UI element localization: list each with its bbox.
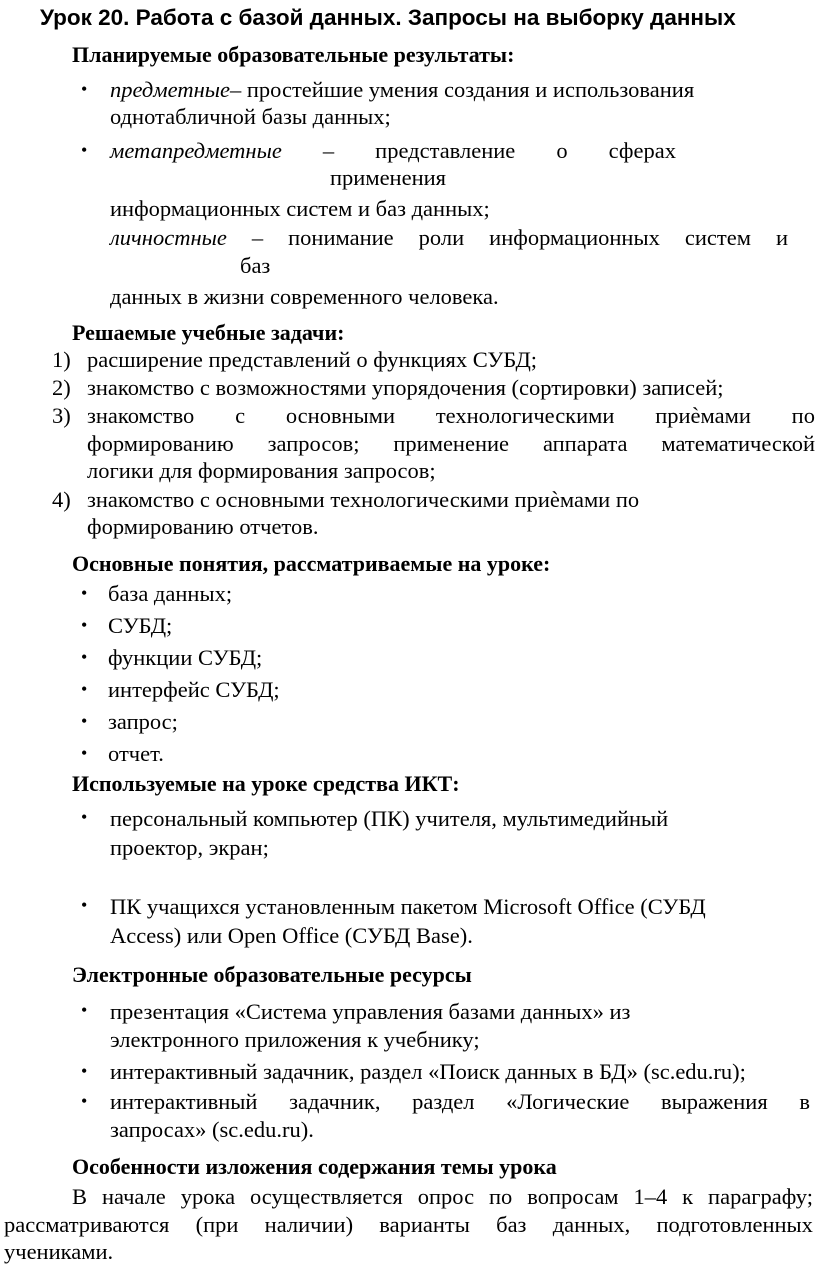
- list-item: база данных;: [108, 581, 233, 606]
- bullet-icon: •: [81, 895, 88, 915]
- list-item: запрос;: [108, 709, 178, 734]
- list-item-continuation: логики для формирования запросов;: [87, 458, 436, 483]
- list-item-continuation: электронного приложения к учебнику;: [110, 1027, 480, 1052]
- section-heading-planned: Планируемые образовательные результаты:: [72, 42, 515, 67]
- list-item-continuation: формированию отчетов.: [87, 514, 319, 539]
- bullet-icon: •: [81, 743, 88, 763]
- bullet-icon: •: [81, 140, 88, 160]
- list-item: СУБД;: [108, 613, 173, 638]
- page-title: Урок 20. Работа с базой данных. Запросы на выборку данных: [40, 5, 736, 30]
- list-item: функции СУБД;: [108, 645, 263, 670]
- list-item-continuation: формированию запросов; применение аппарата математической: [87, 431, 815, 456]
- section-heading-eor: Электронные образовательные ресурсы: [72, 962, 472, 987]
- list-item-continuation: применения: [330, 165, 447, 190]
- bullet-icon: •: [81, 1061, 88, 1081]
- bullet-icon: •: [81, 1091, 88, 1111]
- list-item: интерфейс СУБД;: [108, 677, 280, 702]
- section-heading-features: Особенности изложения содержания темы урока: [72, 1154, 557, 1179]
- paragraph-line: рассматриваются (при наличии) варианты баз данных, подготовленных: [4, 1212, 813, 1237]
- bullet-icon: •: [81, 647, 88, 667]
- term-subject: предметные: [110, 77, 230, 102]
- list-item: расширение представлений о функциях СУБД;: [87, 347, 538, 372]
- paragraph-line: учениками.: [4, 1239, 114, 1264]
- bullet-icon: •: [81, 807, 88, 827]
- section-heading-concepts: Основные понятия, рассматриваемые на уроке:: [72, 551, 551, 576]
- list-item: презентация «Система управления базами данных» из: [110, 999, 631, 1024]
- list-item: ПК учащихся установленным пакетом Microsoft Office (СУБД: [110, 894, 706, 919]
- list-item: знакомство с возможностями упорядочения (сортировки) записей;: [87, 375, 724, 400]
- list-item-continuation: информационных систем и баз данных;: [110, 196, 490, 221]
- term-personal: личностные: [110, 225, 227, 250]
- list-number: 3): [52, 403, 71, 428]
- list-item-continuation: данных в жизни современного человека.: [110, 284, 499, 309]
- list-item: интерактивный задачник, раздел «Логические выражения в: [110, 1089, 810, 1114]
- list-item-continuation: запросах» (sc.edu.ru).: [110, 1117, 314, 1142]
- bullet-icon: •: [81, 583, 88, 603]
- list-item: метапредметные – представление о сферах: [110, 138, 676, 163]
- list-item-continuation: Access) или Open Office (СУБД Base).: [110, 923, 473, 948]
- bullet-icon: •: [81, 1000, 88, 1020]
- list-number: 2): [52, 375, 71, 400]
- list-item: персональный компьютер (ПК) учителя, мультимедийный: [110, 806, 669, 831]
- paragraph-line: В начале урока осуществляется опрос по вопросам 1–4 к параграфу;: [72, 1184, 813, 1209]
- list-item: предметные– простейшие умения создания и использования: [110, 77, 695, 102]
- bullet-icon: •: [81, 679, 88, 699]
- bullet-icon: •: [81, 711, 88, 731]
- list-item: отчет.: [108, 741, 164, 766]
- list-item: интерактивный задачник, раздел «Поиск данных в БД» (sc.edu.ru);: [110, 1059, 746, 1084]
- bullet-icon: •: [81, 79, 88, 99]
- list-item: знакомство с основными технологическими приѐмами по: [87, 487, 640, 512]
- section-heading-ict: Используемые на уроке средства ИКТ:: [72, 771, 460, 796]
- list-item-continuation: проектор, экран;: [110, 835, 269, 860]
- list-item-continuation: баз: [240, 253, 271, 278]
- section-heading-tasks: Решаемые учебные задачи:: [72, 320, 345, 345]
- list-item: знакомство с основными технологическими приѐмами по: [87, 403, 815, 428]
- bullet-icon: •: [81, 615, 88, 635]
- list-item: личностные – понимание роли информационных систем и: [110, 225, 788, 250]
- list-number: 1): [52, 347, 71, 372]
- list-item-continuation: однотабличной базы данных;: [110, 104, 391, 129]
- list-number: 4): [52, 487, 71, 512]
